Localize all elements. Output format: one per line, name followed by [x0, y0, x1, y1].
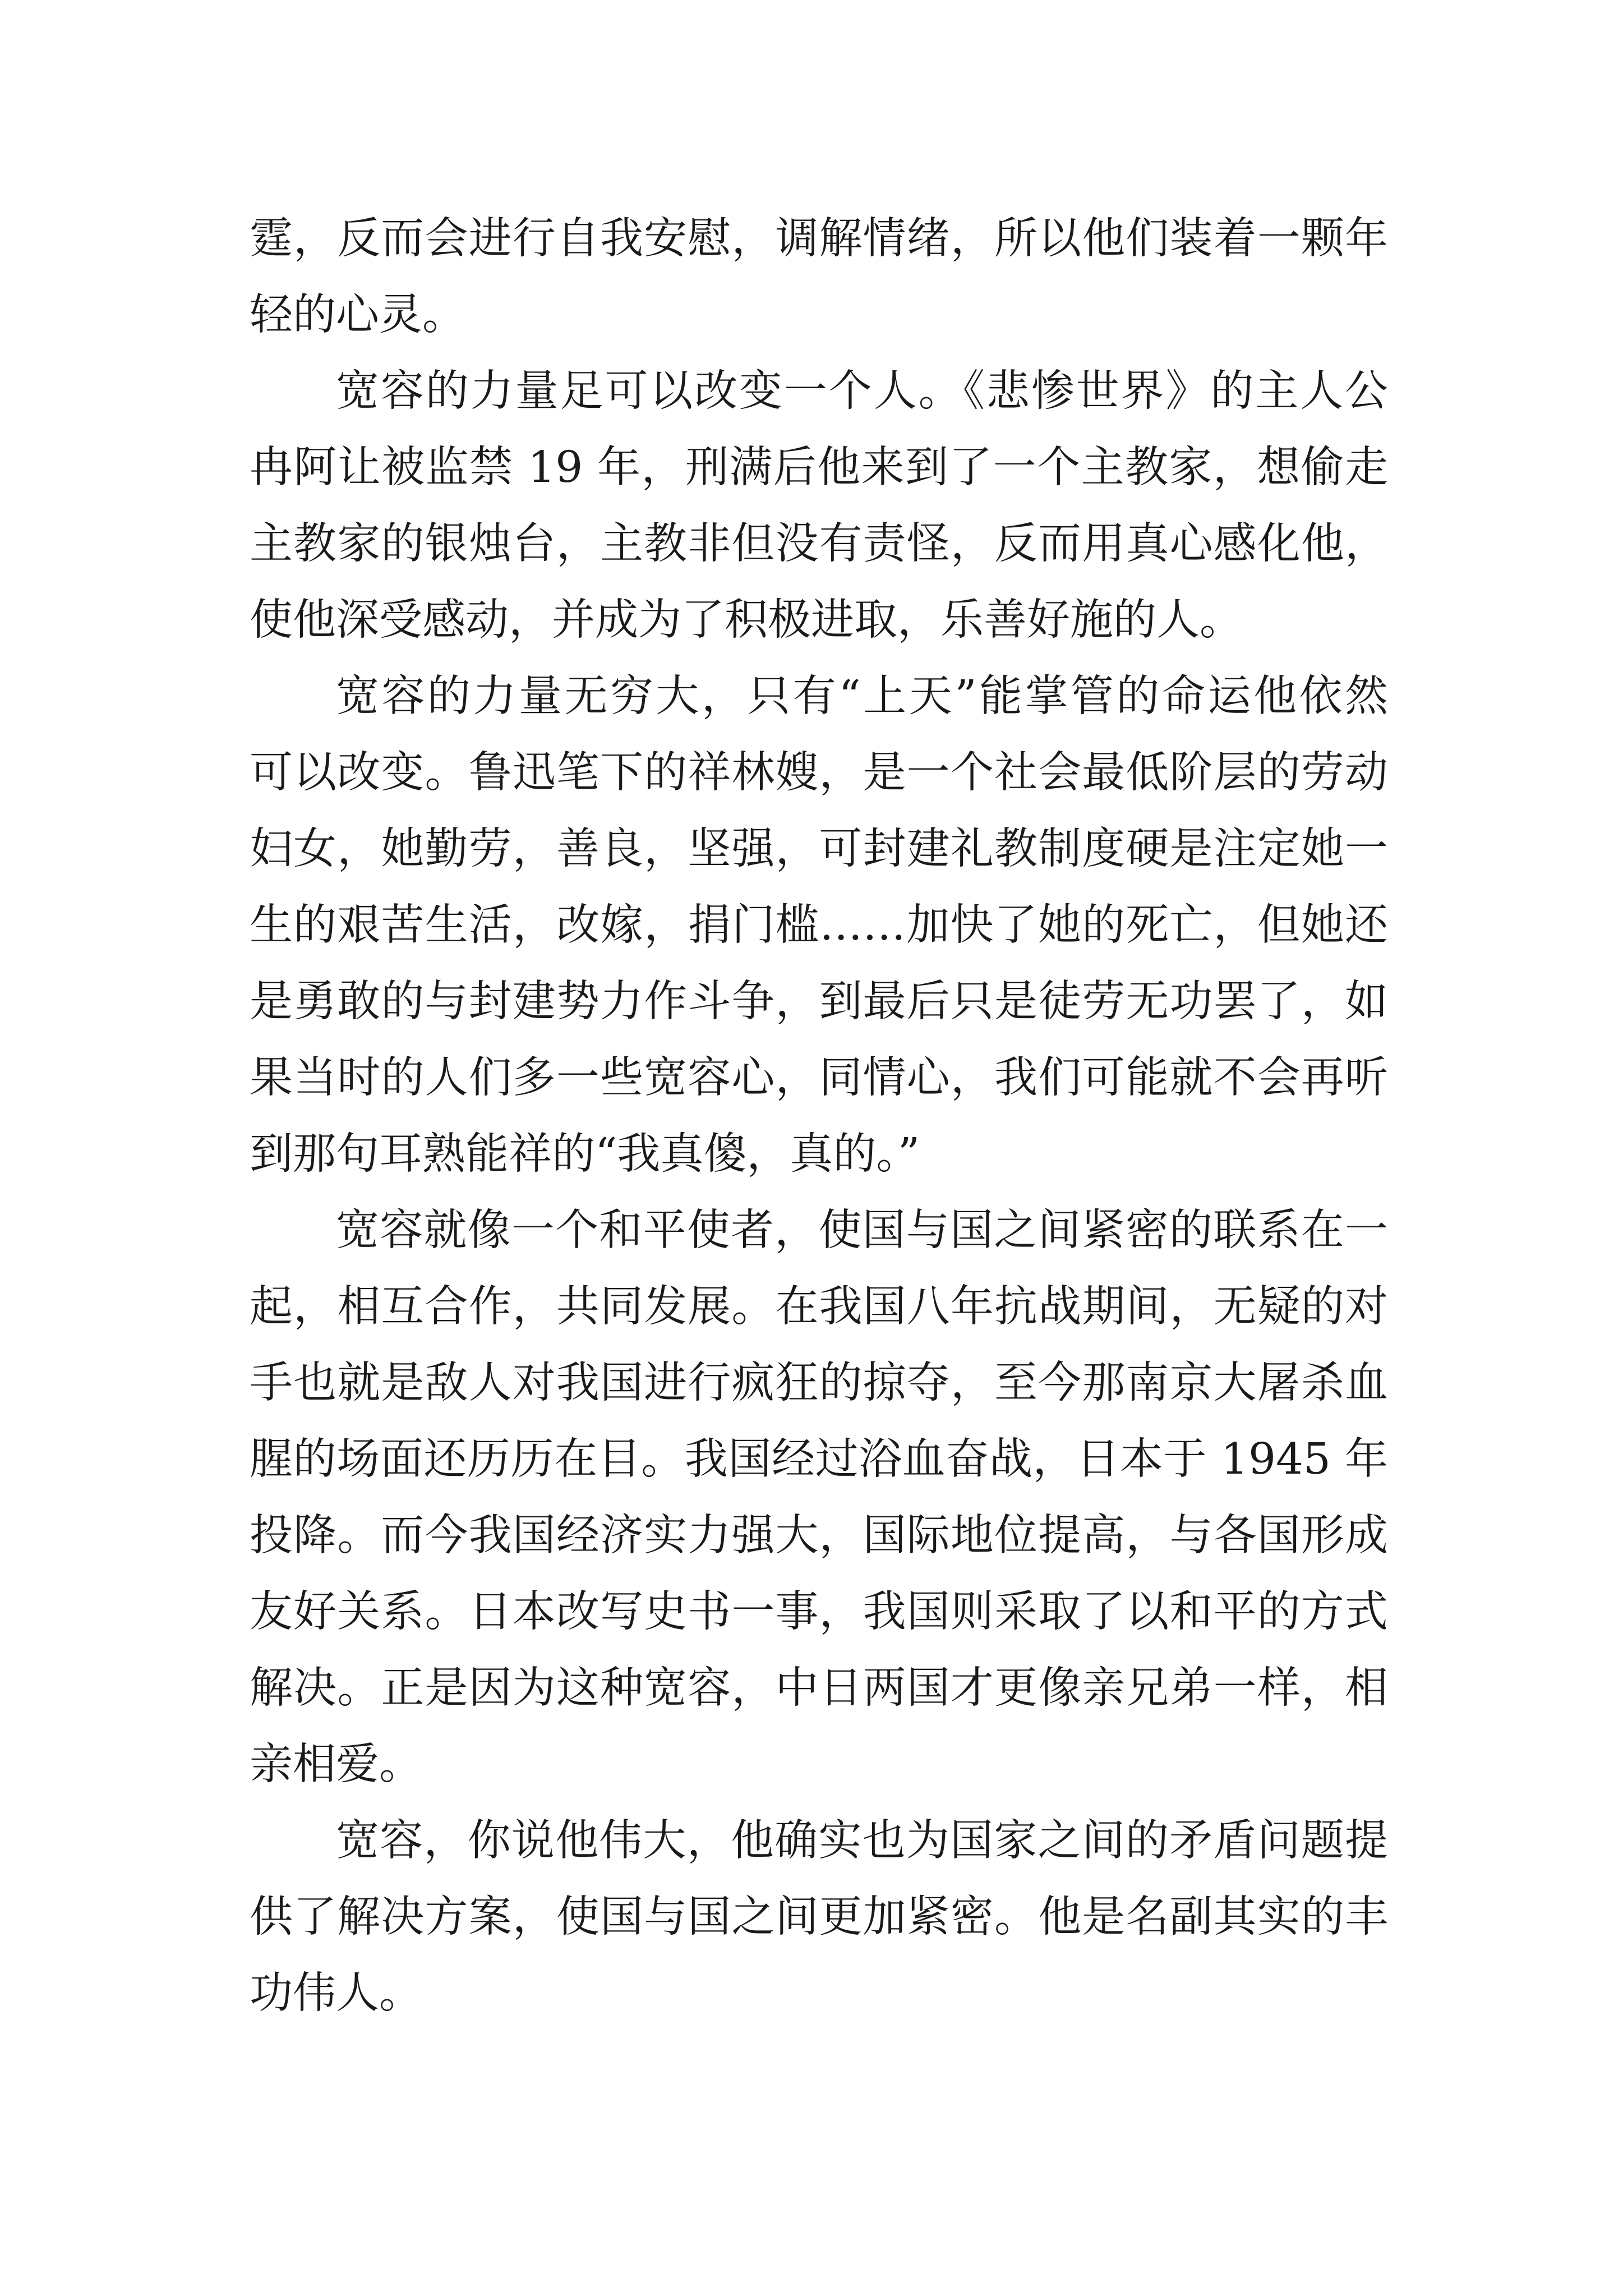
text-line: 到那句耳熟能祥的“我真傻，真的。”	[250, 1129, 920, 1179]
text-line: 果当时的人们多一些宽容心，同情心，我们可能就不会再听	[250, 1053, 1388, 1103]
text-line: 轻的心灵。	[250, 290, 465, 340]
text-line: 妇女，她勤劳，善良，坚强，可封建礼教制度硬是注定她一	[250, 824, 1388, 874]
paragraph-first-line: 宽容的力量无穷大，只有“上天”能掌管的命运他依然	[336, 671, 1388, 721]
text-line: 腥的场面还历历在目。我国经过浴血奋战，日本于 1945 年	[250, 1434, 1388, 1484]
text-line: 手也就是敌人对我国进行疯狂的掠夺，至今那南京大屠杀血	[250, 1358, 1388, 1408]
text-line: 功伟人。	[250, 1968, 422, 2018]
text-line: 解决。正是因为这种宽容，中日两国才更像亲兄弟一样，相	[250, 1663, 1388, 1713]
paragraph-first-line: 宽容的力量足可以改变一个人。《悲惨世界》的主人公	[336, 366, 1388, 416]
text-line: 亲相爱。	[250, 1740, 422, 1789]
text-line: 生的艰苦生活，改嫁，捐门槛……加快了她的死亡，但她还	[250, 900, 1388, 950]
text-line: 友好关系。日本改写史书一事，我国则采取了以和平的方式	[250, 1587, 1388, 1637]
paragraph-first-line: 宽容，你说他伟大，他确实也为国家之间的矛盾问题提	[336, 1816, 1388, 1866]
text-line: 主教家的银烛台，主教非但没有责怪，反而用真心感化他，	[250, 519, 1388, 569]
text-line: 使他深受感动，并成为了积极进取，乐善好施的人。	[250, 595, 1243, 645]
text-line: 是勇敢的与封建势力作斗争，到最后只是徒劳无功罢了，如	[250, 977, 1388, 1027]
text-line: 霆，反而会进行自我安慰，调解情绪，所以他们装着一颗年	[250, 214, 1388, 264]
paragraph-first-line: 宽容就像一个和平使者，使国与国之间紧密的联系在一	[336, 1205, 1388, 1255]
text-line: 冉阿让被监禁 19 年，刑满后他来到了一个主教家，想偷走	[250, 443, 1388, 493]
text-line: 起，相互合作，共同发展。在我国八年抗战期间，无疑的对	[250, 1282, 1388, 1332]
text-line: 供了解决方案，使国与国之间更加紧密。他是名副其实的丰	[250, 1892, 1388, 1942]
text-line: 可以改变。鲁迅笔下的祥林嫂，是一个社会最低阶层的劳动	[250, 748, 1388, 798]
essay-body	[250, 201, 1388, 2032]
text-line: 投降。而今我国经济实力强大，国际地位提高，与各国形成	[250, 1511, 1388, 1561]
